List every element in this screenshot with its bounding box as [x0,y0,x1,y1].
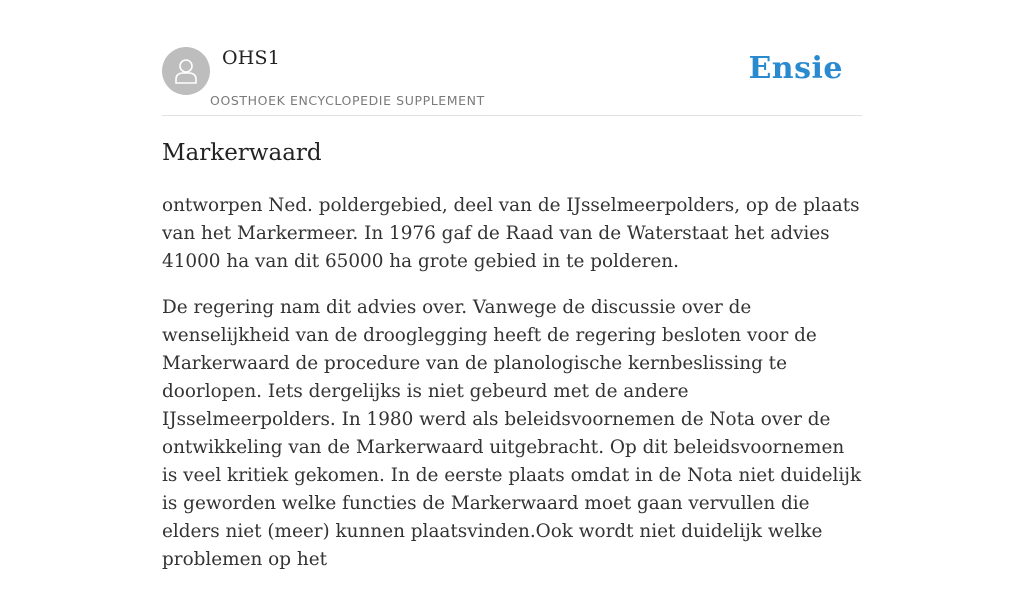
header [162,46,862,116]
author-name[interactable]: OHS1 [222,47,281,69]
article-paragraph: De regering nam dit advies over. Vanwege de discussie over de wenselijkheid van de drooglegging heeft de regering besloten voor de Markerwaard de procedure van de planologische kernbeslissing te doorlopen. Iets dergelijks is niet gebeurd met de andere IJsselmeerpolders. In 1980 werd als beleidsvoornemen de Nota over de ontwikkeling van de Markerwaard uitgebracht. Op dit beleidsvoornemen is veel kritiek gekomen. In de eerste plaats omdat in de Nota niet duidelijk is geworden welke functies de Markerwaard moet gaan vervullen die elders niet (meer) kunnen plaatsvinden.Ook wordt niet duidelijk welke problemen op het [162,297,862,570]
brand-logo[interactable]: Ensie [748,51,843,86]
article-paragraph: ontworpen Ned. poldergebied, deel van de IJsselmeerpolders, op de plaats van het Markermeer. In 1976 gaf de Raad van de Waterstaat het advies 41000 ha van dit 65000 ha grote gebied in te polderen. [162,195,860,272]
avatar[interactable] [162,47,210,95]
article-body [162,192,864,592]
source-label[interactable]: OOSTHOEK ENCYCLOPEDIE SUPPLEMENT [210,93,485,108]
user-icon [171,56,201,86]
page-title: Markerwaard [162,140,322,166]
